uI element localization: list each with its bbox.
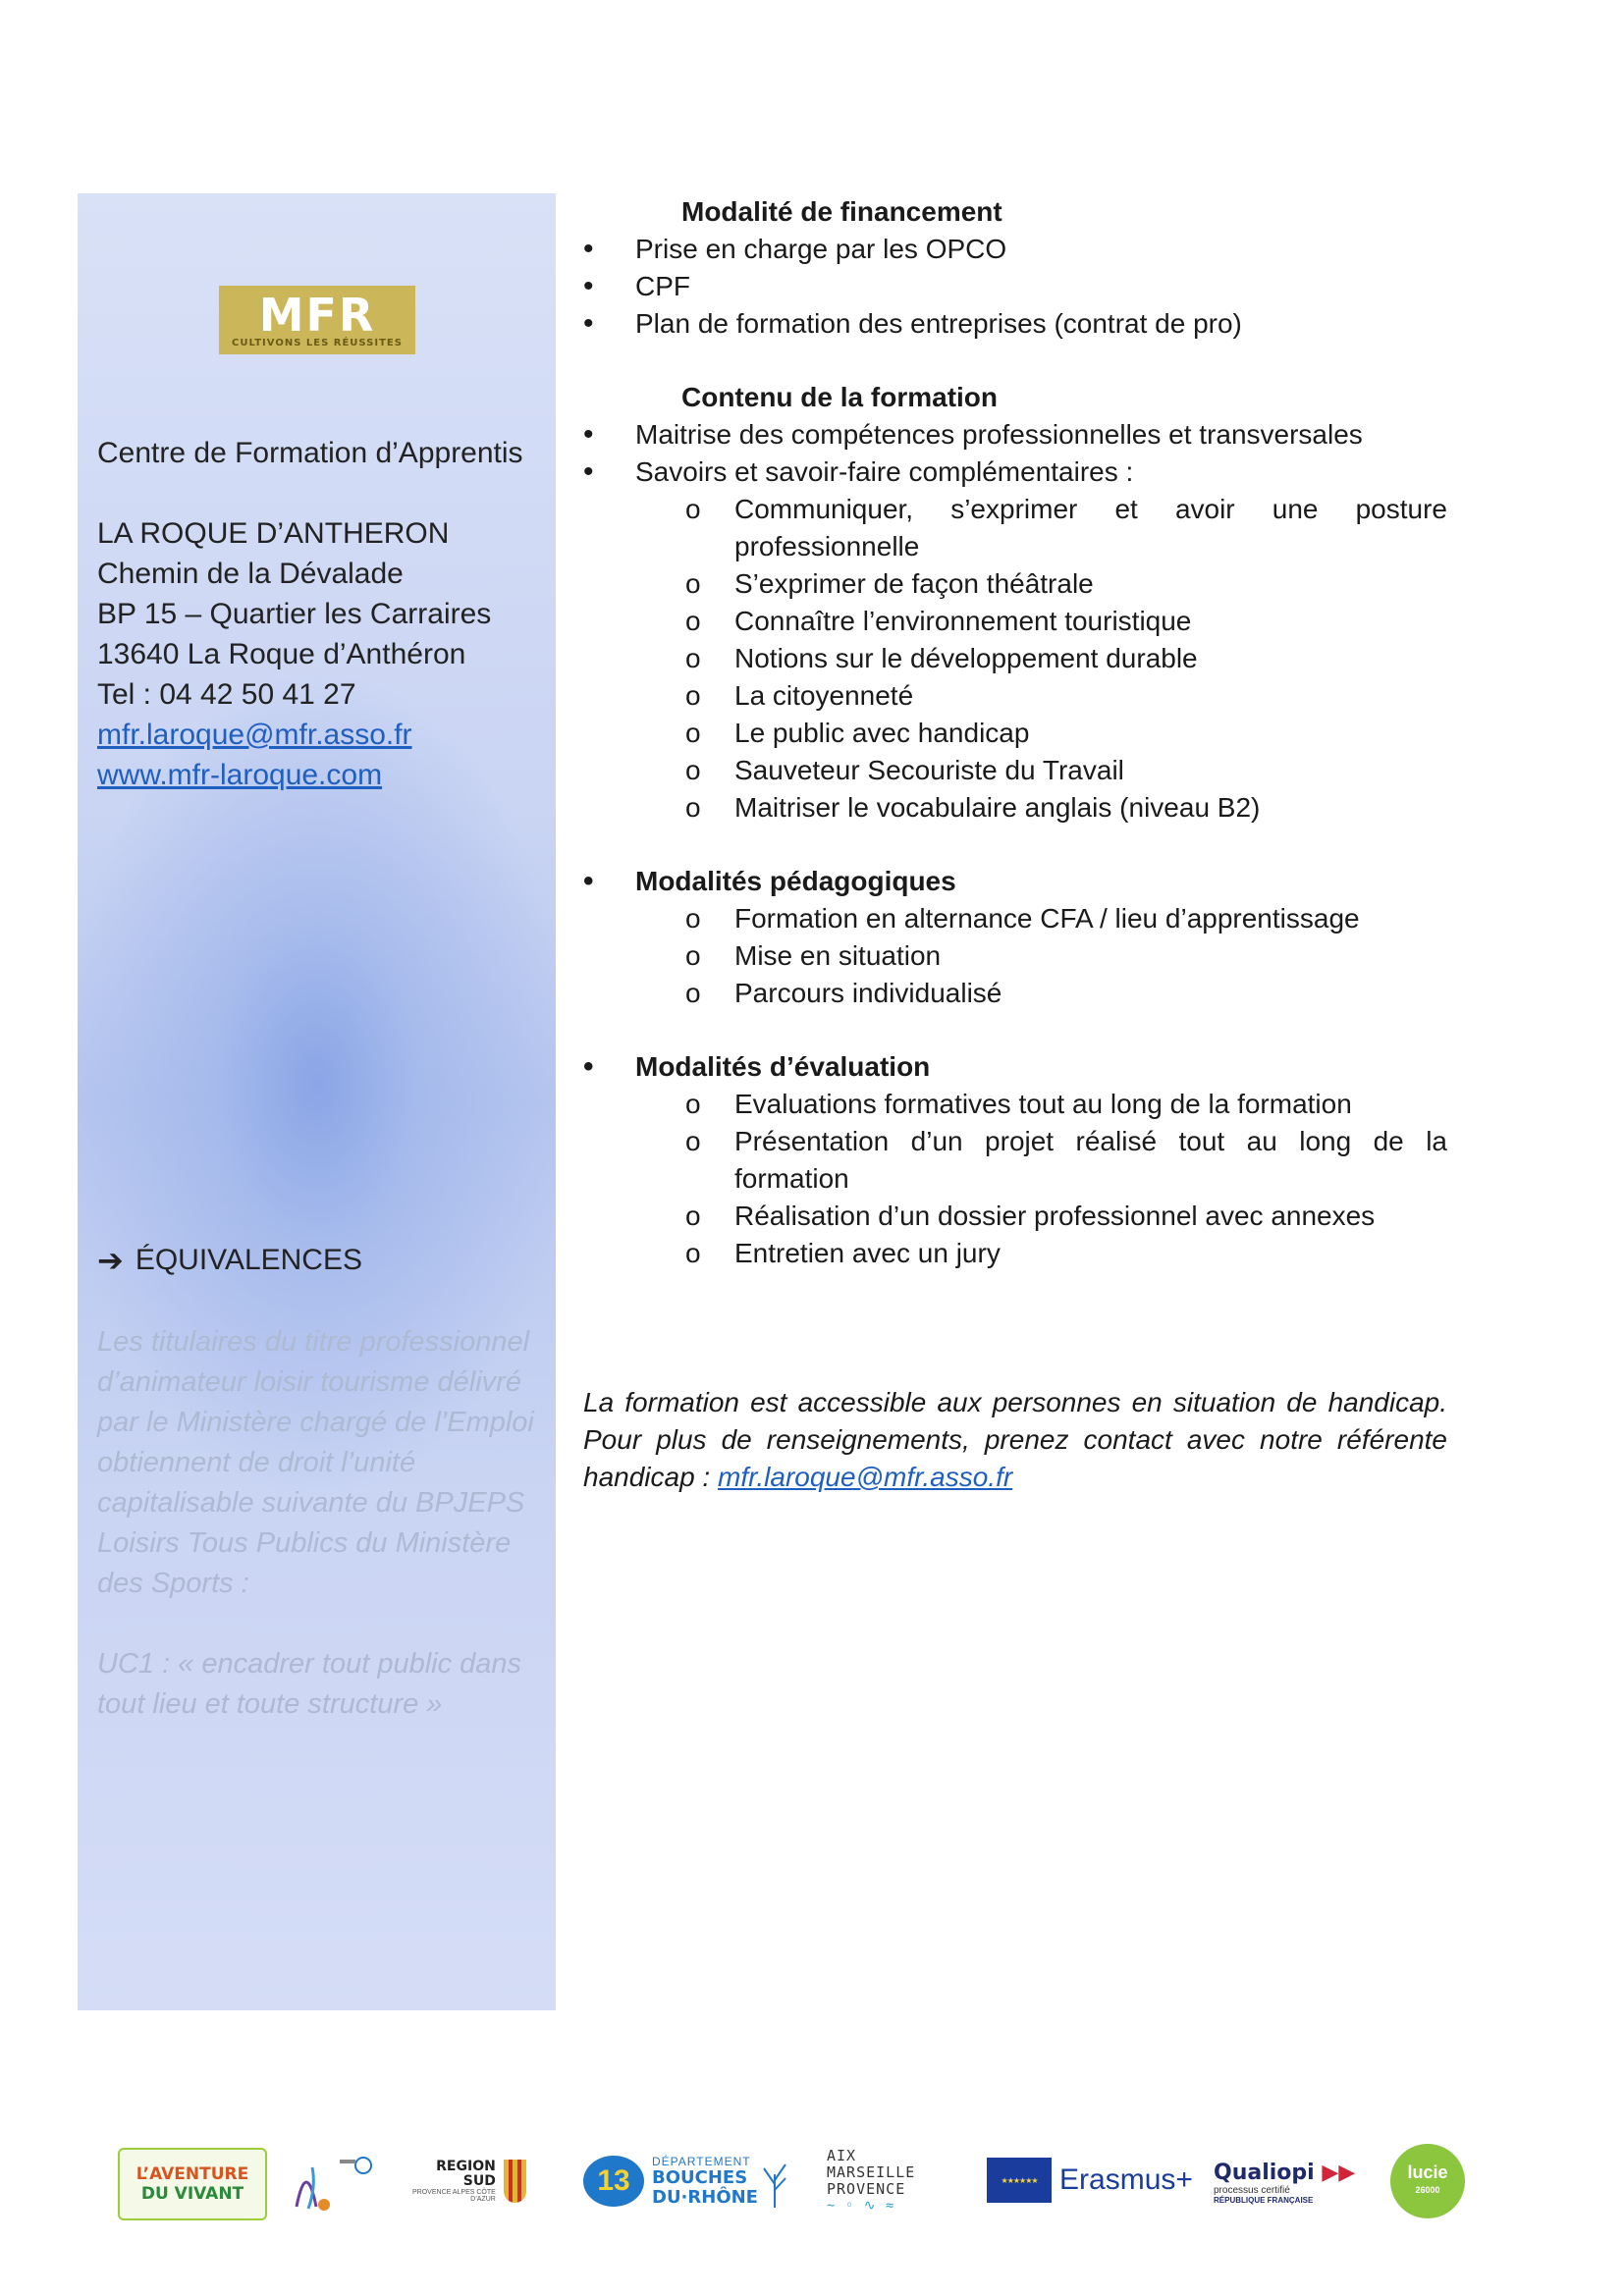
qualiopi-rep: RÉPUBLIQUE FRANÇAISE	[1214, 2195, 1314, 2205]
bouches-du-rhone-logo	[569, 2146, 805, 2216]
amp-line1: AIX	[827, 2147, 857, 2164]
contenu-sublist	[583, 491, 1447, 827]
mfr-logo	[219, 286, 415, 354]
erasmus-text: Erasmus+	[1059, 2163, 1193, 2196]
sub-list-item: o Présentation d’un projet réalisé tout au long de la formation	[583, 1123, 1447, 1198]
aix-marseille-provence-logo	[827, 2146, 937, 2216]
eu-flag-icon: ★★★★★★	[987, 2158, 1052, 2203]
sub-list-item: o Notions sur le développement durable	[583, 640, 1447, 677]
bouches-line1: BOUCHES	[652, 2167, 748, 2188]
address-phone: Tel : 04 42 50 41 27	[97, 678, 356, 711]
logo-tagline: CULTIVONS LES RÉUSSITES	[232, 337, 403, 348]
region-shield-icon	[504, 2160, 526, 2203]
address-block	[97, 513, 491, 795]
pedagogiques-sublist	[583, 900, 1447, 1012]
partner-logos	[0, 2138, 1624, 2226]
bouches-dept: DÉPARTEMENT	[652, 2155, 751, 2168]
qualiopi-name	[1214, 2161, 1355, 2185]
bouches-line2: DU·RHÔNE	[652, 2187, 758, 2208]
sub-list-item: o Evaluations formatives tout au long de la formation	[583, 1086, 1447, 1123]
sub-list-item: o Sauveteur Secouriste du Travail	[583, 752, 1447, 789]
qualiopi-logo	[1214, 2148, 1357, 2216]
main-content	[583, 193, 1447, 1523]
tree-icon	[758, 2155, 791, 2208]
sub-list-item: o Maitriser le vocabulaire anglais (niveau B2)	[583, 789, 1447, 827]
sub-list-item: o Réalisation d’un dossier professionnel avec annexes	[583, 1198, 1447, 1235]
email-link[interactable]: mfr.laroque@mfr.asso.fr	[97, 719, 412, 751]
amp-line3: PROVENCE	[827, 2180, 906, 2198]
accessibility-note	[583, 1384, 1447, 1496]
center-title: Centre de Formation d’Apprentis	[97, 437, 523, 469]
ministry-logo-icon	[287, 2148, 377, 2216]
list-item: • Prise en charge par les OPCO	[583, 231, 1447, 268]
region-line2: SUD	[462, 2173, 496, 2189]
pedagogiques-list	[583, 863, 1447, 900]
bouches-du-rhone-mark-icon: 13	[583, 2156, 644, 2207]
evaluation-sublist	[583, 1086, 1447, 1272]
sub-list-item: o Connaître l’environnement touristique	[583, 603, 1447, 640]
arrow-right-icon: ➔	[97, 1243, 124, 1278]
aventure-line1: L’AVENTURE	[135, 2164, 249, 2184]
qualiopi-arrows-icon: ▶▶	[1322, 2160, 1356, 2185]
equivalences-text	[97, 1322, 539, 1765]
erasmus-logo	[982, 2152, 1198, 2209]
qualiopi-sub: processus certifié	[1214, 2184, 1290, 2196]
evaluation-heading: • Modalités d’évaluation	[583, 1048, 1447, 1086]
aventure-line2: DU VIVANT	[140, 2184, 244, 2204]
equivalences-heading	[97, 1242, 362, 1279]
website-link[interactable]: www.mfr-laroque.com	[97, 759, 383, 791]
financement-list	[583, 231, 1447, 343]
qualiopi-name-text: Qualiopi	[1214, 2160, 1315, 2185]
address-bp: BP 15 – Quartier les Carraires	[97, 598, 492, 630]
sub-list-item: o Le public avec handicap	[583, 715, 1447, 752]
list-item: • Plan de formation des entreprises (contrat de pro)	[583, 305, 1447, 343]
sub-list-item: o Entretien avec un jury	[583, 1235, 1447, 1272]
region-sud-logo	[410, 2146, 526, 2216]
financement-heading: Modalité de financement	[681, 196, 1002, 227]
list-item: • Maitrise des compétences professionnelles et transversales	[583, 416, 1447, 454]
equivalences-paragraph: Les titulaires du titre professionnel d’animateur loisir tourisme délivré par le Ministère chargé de l’Emploi obtiennent de droit l’unité capitalisable suivante du BPJEPS Loisirs Tous Publics du Ministère des Sports :	[97, 1326, 534, 1599]
sidebar-panel	[78, 193, 556, 2010]
sub-list-item: o Communiquer, s’exprimer et avoir une posture professionnelle	[583, 491, 1447, 565]
list-item: • CPF	[583, 268, 1447, 305]
lucie-badge	[1390, 2144, 1465, 2218]
logo-mark: MFR	[258, 288, 376, 342]
lucie-logo	[1386, 2144, 1469, 2218]
equivalences-title: ÉQUIVALENCES	[135, 1244, 362, 1276]
evaluation-list	[583, 1048, 1447, 1086]
aventure-du-vivant-logo	[118, 2148, 267, 2220]
address-name: LA ROQUE D’ANTHERON	[97, 517, 450, 550]
contenu-heading: Contenu de la formation	[681, 382, 998, 412]
sub-list-item: o La citoyenneté	[583, 677, 1447, 715]
region-line1: REGION	[436, 2159, 496, 2174]
address-street: Chemin de la Dévalade	[97, 558, 404, 590]
amp-line2: MARSEILLE	[827, 2163, 916, 2181]
list-item: • Savoirs et savoir-faire complémentaires :	[583, 454, 1447, 491]
lucie-name: lucie	[1407, 2163, 1448, 2182]
sub-list-item: o Mise en situation	[583, 937, 1447, 975]
region-sub: PROVENCE ALPES CÔTE D’AZUR	[412, 2189, 496, 2203]
wave-icon: ∼ ◦ ∿ ≈	[827, 2198, 895, 2214]
sub-list-item: o Parcours individualisé	[583, 975, 1447, 1012]
address-city: 13640 La Roque d’Anthéron	[97, 638, 466, 670]
lucie-num: 26000	[1415, 2185, 1440, 2195]
contenu-list	[583, 416, 1447, 491]
sub-list-item: o Formation en alternance CFA / lieu d’apprentissage	[583, 900, 1447, 937]
pedagogiques-heading: • Modalités pédagogiques	[583, 863, 1447, 900]
ministry-logo	[287, 2148, 377, 2216]
equivalences-uc1: UC1 : « encadrer tout public dans tout lieu et toute structure »	[97, 1648, 522, 1720]
handicap-email-link[interactable]: mfr.laroque@mfr.asso.fr	[718, 1462, 1013, 1492]
sub-list-item: o S’exprimer de façon théâtrale	[583, 565, 1447, 603]
accessibility-note-text: La formation est accessible aux personnes en situation de handicap. Pour plus de renseignements, prenez contact avec notre référente handicap :	[583, 1387, 1447, 1492]
